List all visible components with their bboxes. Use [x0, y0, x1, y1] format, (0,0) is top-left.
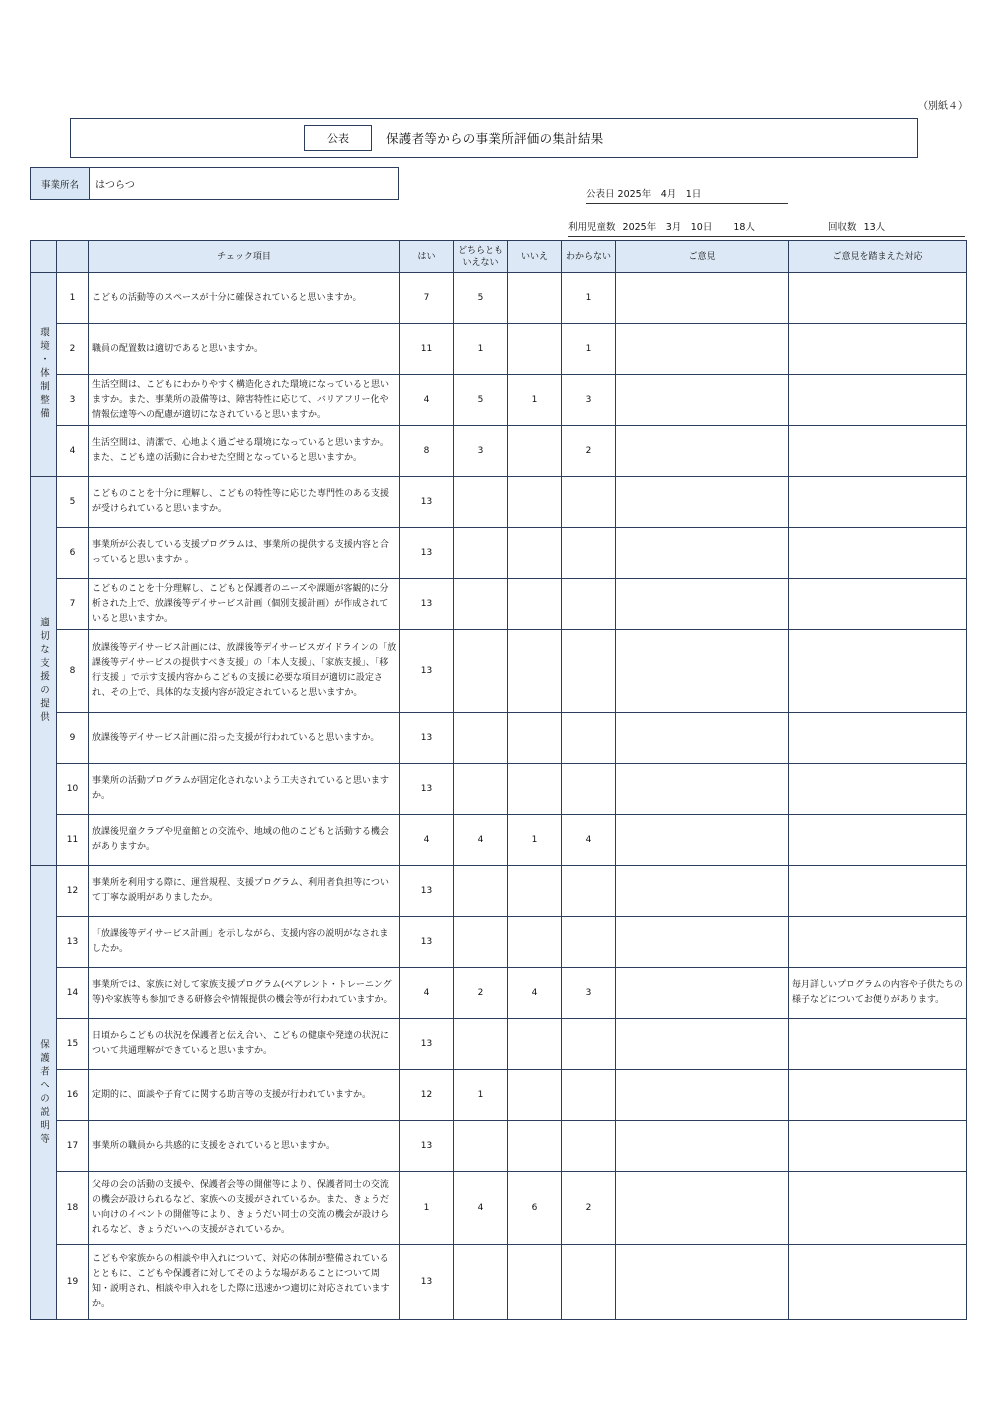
count-unknown: 3 — [562, 968, 616, 1019]
table-row — [31, 630, 967, 713]
count-neither — [454, 917, 508, 968]
count-no — [508, 764, 562, 815]
publish-date-label: 公表日 — [586, 189, 615, 200]
count-no — [508, 713, 562, 764]
row-number: 14 — [57, 968, 89, 1019]
count-no — [508, 1121, 562, 1172]
count-yes: 13 — [400, 528, 454, 579]
count-unknown: 3 — [562, 375, 616, 426]
check-item-text: 事業所が公表している支援プログラムは、事業所の提供する支援内容と合っていると思いますか 。 — [89, 528, 400, 579]
count-unknown — [562, 866, 616, 917]
check-item-text: 職員の配置数は適切であると思いますか。 — [89, 324, 400, 375]
row-number: 15 — [57, 1019, 89, 1070]
count-yes: 4 — [400, 375, 454, 426]
opinion-cell — [616, 713, 789, 764]
check-item-text: 「放課後等デイサービス計画」を示しながら、支援内容の説明がなされましたか。 — [89, 917, 400, 968]
response-cell — [789, 1172, 967, 1245]
count-unknown — [562, 764, 616, 815]
response-cell — [789, 426, 967, 477]
row-number: 2 — [57, 324, 89, 375]
count-yes: 13 — [400, 713, 454, 764]
count-neither: 1 — [454, 324, 508, 375]
header-number-blank — [57, 241, 89, 273]
row-number: 3 — [57, 375, 89, 426]
publish-badge: 公表 — [304, 125, 372, 151]
header-unknown: わからない — [562, 241, 616, 273]
count-neither — [454, 1019, 508, 1070]
table-row — [31, 1172, 967, 1245]
count-unknown — [562, 1245, 616, 1320]
opinion-cell — [616, 815, 789, 866]
count-no: 1 — [508, 815, 562, 866]
count-neither — [454, 477, 508, 528]
table-row — [31, 324, 967, 375]
publish-date-value: 2025年 4月 1日 — [617, 189, 702, 200]
count-yes: 13 — [400, 1245, 454, 1320]
table-row — [31, 528, 967, 579]
count-neither: 3 — [454, 426, 508, 477]
opinion-cell — [616, 426, 789, 477]
response-cell — [789, 477, 967, 528]
count-no: 6 — [508, 1172, 562, 1245]
check-item-text: 日頃からこどもの状況を保護者と伝え合い、こどもの健康や発達の状況について共通理解ができていると思いますか。 — [89, 1019, 400, 1070]
count-yes: 13 — [400, 1019, 454, 1070]
count-no: 1 — [508, 375, 562, 426]
count-unknown — [562, 1070, 616, 1121]
table-row — [31, 815, 967, 866]
count-yes: 1 — [400, 1172, 454, 1245]
count-neither: 5 — [454, 273, 508, 324]
header-section-blank — [31, 241, 57, 273]
count-neither: 5 — [454, 375, 508, 426]
count-neither — [454, 528, 508, 579]
opinion-cell — [616, 1245, 789, 1320]
opinion-cell — [616, 324, 789, 375]
section-label: 保護者への説明等 — [31, 866, 57, 1320]
count-no — [508, 917, 562, 968]
table-row — [31, 579, 967, 630]
count-no — [508, 528, 562, 579]
usage-info — [568, 219, 965, 237]
count-neither — [454, 866, 508, 917]
count-yes: 8 — [400, 426, 454, 477]
count-no — [508, 1070, 562, 1121]
table-header-row — [31, 241, 967, 273]
opinion-cell — [616, 968, 789, 1019]
row-number: 19 — [57, 1245, 89, 1320]
response-cell — [789, 1070, 967, 1121]
office-name: はつらつ — [95, 180, 135, 191]
count-neither — [454, 713, 508, 764]
opinion-cell — [616, 1070, 789, 1121]
count-no — [508, 630, 562, 713]
header-item: チェック項目 — [89, 241, 400, 273]
count-yes: 11 — [400, 324, 454, 375]
table-row — [31, 968, 967, 1019]
row-number: 13 — [57, 917, 89, 968]
header-no: いいえ — [508, 241, 562, 273]
opinion-cell — [616, 1019, 789, 1070]
response-cell — [789, 324, 967, 375]
header-yes: はい — [400, 241, 454, 273]
response-cell — [789, 1019, 967, 1070]
opinion-cell — [616, 273, 789, 324]
row-number: 17 — [57, 1121, 89, 1172]
responses-count: 13人 — [863, 222, 886, 233]
row-number: 1 — [57, 273, 89, 324]
table-row — [31, 917, 967, 968]
row-number: 8 — [57, 630, 89, 713]
count-unknown: 2 — [562, 1172, 616, 1245]
check-item-text: 定期的に、面談や子育てに関する助言等の支援が行われていますか。 — [89, 1070, 400, 1121]
count-no — [508, 324, 562, 375]
opinion-cell — [616, 917, 789, 968]
count-unknown — [562, 630, 616, 713]
count-yes: 13 — [400, 579, 454, 630]
annex-label: （別紙４） — [918, 101, 968, 112]
table-row — [31, 764, 967, 815]
check-item-text: こどもや家族からの相談や申入れについて、対応の体制が整備されているとともに、こどもや保護者に対してそのような場があることについて周知・説明され、相談や申入れをした際に迅速かつ適切に対応されていますか。 — [89, 1245, 400, 1320]
count-neither: 2 — [454, 968, 508, 1019]
check-item-text: こどものことを十分理解し、こどもと保護者のニーズや課題が客観的に分析された上で、放課後等デイサービス計画（個別支援計画）が作成されていると思いますか。 — [89, 579, 400, 630]
response-cell — [789, 1121, 967, 1172]
header-neither-line: どちらとも — [457, 245, 503, 256]
count-no — [508, 1245, 562, 1320]
table-row — [31, 1245, 967, 1320]
row-number: 5 — [57, 477, 89, 528]
check-item-text: 父母の会の活動の支援や、保護者会等の開催等により、保護者同士の交流の機会が設けられるなど、家族への支援がされているか。また、きょうだい向けのイベントの開催等により、きょうだい同士の交流の機会が設けられるなど、きょうだいへの支援がされているか。 — [89, 1172, 400, 1245]
row-number: 12 — [57, 866, 89, 917]
count-unknown — [562, 713, 616, 764]
response-cell — [789, 273, 967, 324]
response-cell — [789, 630, 967, 713]
row-number: 4 — [57, 426, 89, 477]
table-row — [31, 866, 967, 917]
count-neither: 4 — [454, 815, 508, 866]
response-cell — [789, 528, 967, 579]
count-no — [508, 273, 562, 324]
count-yes: 13 — [400, 1121, 454, 1172]
response-cell — [789, 1245, 967, 1320]
opinion-cell — [616, 579, 789, 630]
office-info — [30, 167, 399, 200]
usage-count: 18人 — [733, 222, 755, 233]
count-yes: 12 — [400, 1070, 454, 1121]
count-neither — [454, 630, 508, 713]
count-no: 4 — [508, 968, 562, 1019]
count-unknown: 4 — [562, 815, 616, 866]
check-item-text: 放課後児童クラブや児童館との交流や、地域の他のこどもと活動する機会がありますか。 — [89, 815, 400, 866]
count-neither — [454, 1245, 508, 1320]
count-neither — [454, 764, 508, 815]
count-no — [508, 477, 562, 528]
row-number: 6 — [57, 528, 89, 579]
check-item-text: 事業所の活動プログラムが固定化されないよう工夫されていると思いますか。 — [89, 764, 400, 815]
office-label: 事業所名 — [31, 168, 90, 199]
count-yes: 4 — [400, 815, 454, 866]
header-neither-line: いえない — [462, 257, 499, 268]
table-row — [31, 477, 967, 528]
count-no — [508, 579, 562, 630]
response-cell: 毎月詳しいプログラムの内容や子供たちの様子などについてお便りがあります。 — [789, 968, 967, 1019]
table-row — [31, 375, 967, 426]
check-item-text: 事業所では、家族に対して家族支援プログラム(ペアレント・トレーニング等)や家族等も参加できる研修会や情報提供の機会等が行われていますか。 — [89, 968, 400, 1019]
count-unknown: 2 — [562, 426, 616, 477]
header-neither — [454, 241, 508, 273]
row-number: 10 — [57, 764, 89, 815]
count-unknown — [562, 477, 616, 528]
opinion-cell — [616, 1121, 789, 1172]
row-number: 11 — [57, 815, 89, 866]
opinion-cell — [616, 375, 789, 426]
table-row — [31, 1121, 967, 1172]
publish-date — [586, 186, 788, 204]
count-unknown — [562, 1019, 616, 1070]
evaluation-table — [30, 240, 967, 1320]
response-cell — [789, 815, 967, 866]
opinion-cell — [616, 1172, 789, 1245]
check-item-text: 生活空間は、こどもにわかりやすく構造化された環境になっていると思いますか。また、事業所の設備等は、障害特性に応じて、バリアフリー化や情報伝達等への配慮が適切になされていると思いますか。 — [89, 375, 400, 426]
count-no — [508, 426, 562, 477]
count-yes: 13 — [400, 917, 454, 968]
opinion-cell — [616, 866, 789, 917]
check-item-text: こどものことを十分に理解し、こどもの特性等に応じた専門性のある支援が受けられていると思いますか。 — [89, 477, 400, 528]
opinion-cell — [616, 630, 789, 713]
response-cell — [789, 713, 967, 764]
count-no — [508, 866, 562, 917]
row-number: 16 — [57, 1070, 89, 1121]
check-item-text: 放課後等デイサービス計画に沿った支援が行われていると思いますか。 — [89, 713, 400, 764]
count-unknown: 1 — [562, 273, 616, 324]
section-label: 環境・体制整備 — [31, 273, 57, 477]
count-unknown — [562, 917, 616, 968]
count-yes: 7 — [400, 273, 454, 324]
row-number: 7 — [57, 579, 89, 630]
opinion-cell — [616, 528, 789, 579]
row-number: 18 — [57, 1172, 89, 1245]
opinion-cell — [616, 764, 789, 815]
row-number: 9 — [57, 713, 89, 764]
count-neither — [454, 1121, 508, 1172]
count-unknown: 1 — [562, 324, 616, 375]
check-item-text: 事業所の職員から共感的に支援をされていると思いますか。 — [89, 1121, 400, 1172]
opinion-cell — [616, 477, 789, 528]
responses-label: 回収数 — [828, 222, 857, 233]
response-cell — [789, 579, 967, 630]
count-neither: 4 — [454, 1172, 508, 1245]
table-row — [31, 1070, 967, 1121]
count-unknown — [562, 579, 616, 630]
table-row — [31, 273, 967, 324]
check-item-text: 生活空間は、清潔で、心地よく過ごせる環境になっていると思いますか。また、こども達の活動に合わせた空間となっていると思いますか。 — [89, 426, 400, 477]
count-yes: 4 — [400, 968, 454, 1019]
section-label: 適切な支援の提供 — [31, 477, 57, 866]
header-response: ご意見を踏まえた対応 — [789, 241, 967, 273]
count-unknown — [562, 1121, 616, 1172]
response-cell — [789, 866, 967, 917]
count-unknown — [562, 528, 616, 579]
check-item-text: 放課後等デイサービス計画には、放課後等デイサービスガイドラインの「放課後等デイサービスの提供すべき支援」の「本人支援」、「家族支援」、「移行支援 」で示す支援内容からこどもの支援に必要な項目が適切に設定され、その上で、具体的な支援内容が設定されていると思いますか。 — [89, 630, 400, 713]
response-cell — [789, 917, 967, 968]
count-neither: 1 — [454, 1070, 508, 1121]
count-yes: 13 — [400, 630, 454, 713]
count-neither — [454, 579, 508, 630]
response-cell — [789, 375, 967, 426]
count-no — [508, 1019, 562, 1070]
check-item-text: こどもの活動等のスペースが十分に確保されていると思いますか。 — [89, 273, 400, 324]
count-yes: 13 — [400, 477, 454, 528]
usage-label: 利用児童数 — [568, 222, 616, 233]
page-title: 保護者等からの事業所評価の集計結果 — [386, 131, 604, 146]
check-item-text: 事業所を利用する際に、運営規程、支援プログラム、利用者負担等について丁寧な説明がありましたか。 — [89, 866, 400, 917]
count-yes: 13 — [400, 866, 454, 917]
header-opinion: ご意見 — [616, 241, 789, 273]
table-row — [31, 713, 967, 764]
count-yes: 13 — [400, 764, 454, 815]
usage-date: 2025年 3月 10日 — [622, 222, 713, 233]
response-cell — [789, 764, 967, 815]
table-row — [31, 426, 967, 477]
table-row — [31, 1019, 967, 1070]
